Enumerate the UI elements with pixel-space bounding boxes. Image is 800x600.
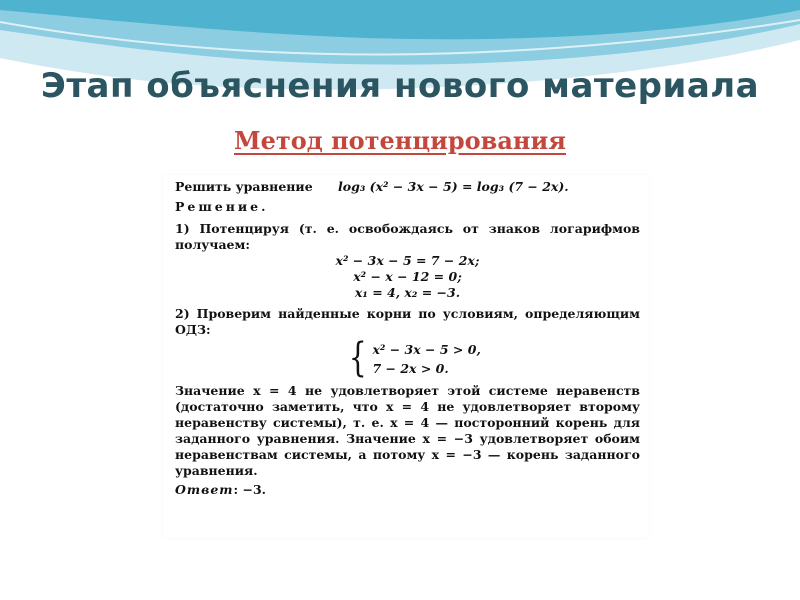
step1-intro: 1) Потенцируя (т. е. освобождаясь от знаков логарифмов получаем: [175, 221, 640, 252]
step1-line-3: x₁ = 4, x₂ = −3. [354, 285, 461, 300]
system-line-1: x² − 3x − 5 > 0, [372, 342, 481, 357]
task-row [175, 179, 640, 195]
slide-title: Этап объяснения нового материала [40, 66, 760, 106]
answer-label: Ответ [175, 482, 234, 497]
textbook-excerpt [163, 175, 649, 538]
solution-heading: Решение. [175, 199, 269, 214]
slide-subtitle: Метод потенцирования [234, 126, 566, 155]
step2-intro: 2) Проверим найденные корни по условиям, определяющим ОДЗ: [175, 306, 640, 337]
answer-value: : −3. [233, 482, 267, 497]
system-line-2: 7 − 2x > 0. [372, 361, 449, 376]
system-brace: { [348, 335, 367, 381]
inequality-system [345, 335, 640, 381]
conclusion-text: Значение x = 4 не удовлетворяет этой системе неравенств (достаточно заметить, что x = 4 не удовлетворяет второму неравенству системы), т. е. x = 4 — посторонний корень для заданного уравнения. Значение x = −3 удовлетворяет обоим неравенствам системы, а потому x = −3 — корень заданного уравнения. [175, 383, 640, 478]
answer-row [175, 482, 640, 498]
step1-line-2: x² − x − 12 = 0; [353, 269, 462, 284]
task-equation: log₃ (x² − 3x − 5) = log₃ (7 − 2x). [338, 179, 569, 194]
step1-line-1: x² − 3x − 5 = 7 − 2x; [335, 253, 480, 268]
task-label: Решить уравнение [175, 179, 313, 194]
